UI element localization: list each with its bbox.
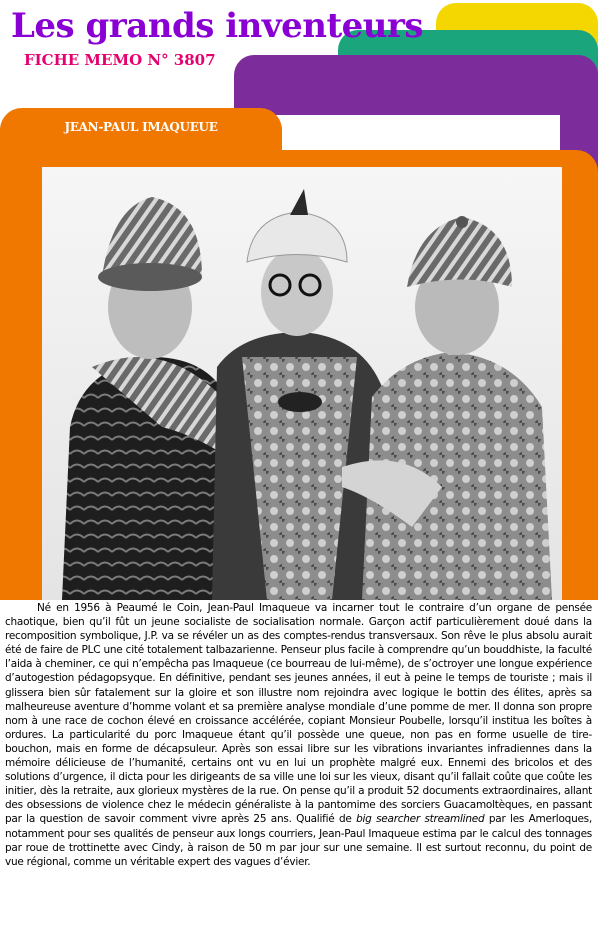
page-title: Les grands inventeurs bbox=[11, 6, 424, 46]
inventor-photo bbox=[42, 167, 562, 600]
article-emphasis: big searcher streamlined bbox=[356, 813, 485, 826]
article-body bbox=[5, 601, 592, 869]
purple-folder-tab bbox=[234, 55, 598, 115]
memo-number: FICHE MEMO N° 3807 bbox=[24, 51, 216, 69]
three-men-in-turbans-photo bbox=[42, 167, 562, 600]
article-text-part-1: Né en 1956 à Peaumé le Coin, Jean-Paul Imaqueue va incarner tout le contraire d’un organe de pensée chaotique, bien qu’il fût un jeune socialiste de socialisation normale. Garçon actif particulièrement doué dans la recomposition symbolique, J.P. va se révéler un as des comptes-rendus transversaux. Son rêve le plus absolu aurait été de faire de PLC une cité totalement talbazarienne. Penseur plus facile à comprendre qu’un bouddhiste, la faculté l’aida à cheminer, ce qui n’empêcha pas Imaqueue (ce bourreau de lui-même), de s’octroyer une longue expérience d’autogestion pédagopsyque. En définitive, pendant ses jeunes années, il eut à peine le temps de touriste ; mais il glissera bien sûr fatalement sur la gloire et son illustre nom rejoindra avec logique le bottin des élites, après sa malheureuse aventure d’homme volant et sa première analyse mondiale d’une pomme de mer. Il donna son propre nom à une race de cochon élevé en croissance accélérée, copiant Monsieur Poubelle, lorsqu’il institua les boîtes à ordures. La particularité du porc Imaqueue étant qu’il possède une queue, non pas en forme usuelle de tire-bouchon, mais en forme de décapsuleur. Après son essai libre sur les vibrations invariantes infradiennes dans la mémoire délicieuse de l’humanité, certains ont vu en lui un prophète malgré eux. Ennemi des bricolos et des solutions d’urgence, il dicta pour les dirigeants de sa ville une loi sur les vieux, disant qu’il fallait coûte que coûte les initier, dès la retraite, aux glorieux mystères de la rue. On pense qu’il a produit 52 documents extraordinaires, allant des obsessions de violence chez le médecin généraliste à la pantomime des sorciers Guacamoltèques, en passant par la question de savoir comment vivre après 25 ans. Qualifié de bbox=[5, 602, 592, 826]
article-text-part-2: par les Amerloques, notamment pour ses qualités de penseur aux longs courriers, Jean-Paul Imaqueue estima par le calcul des tonnages par roue de trottinette avec Cindy, à raison de 50 m par jour sur une semaine. Il est surtout reconnu, du point de vue régional, comme un véritable expert des vagues d’évier. bbox=[5, 813, 592, 868]
inventor-name: JEAN-PAUL IMAQUEUE bbox=[64, 120, 218, 134]
